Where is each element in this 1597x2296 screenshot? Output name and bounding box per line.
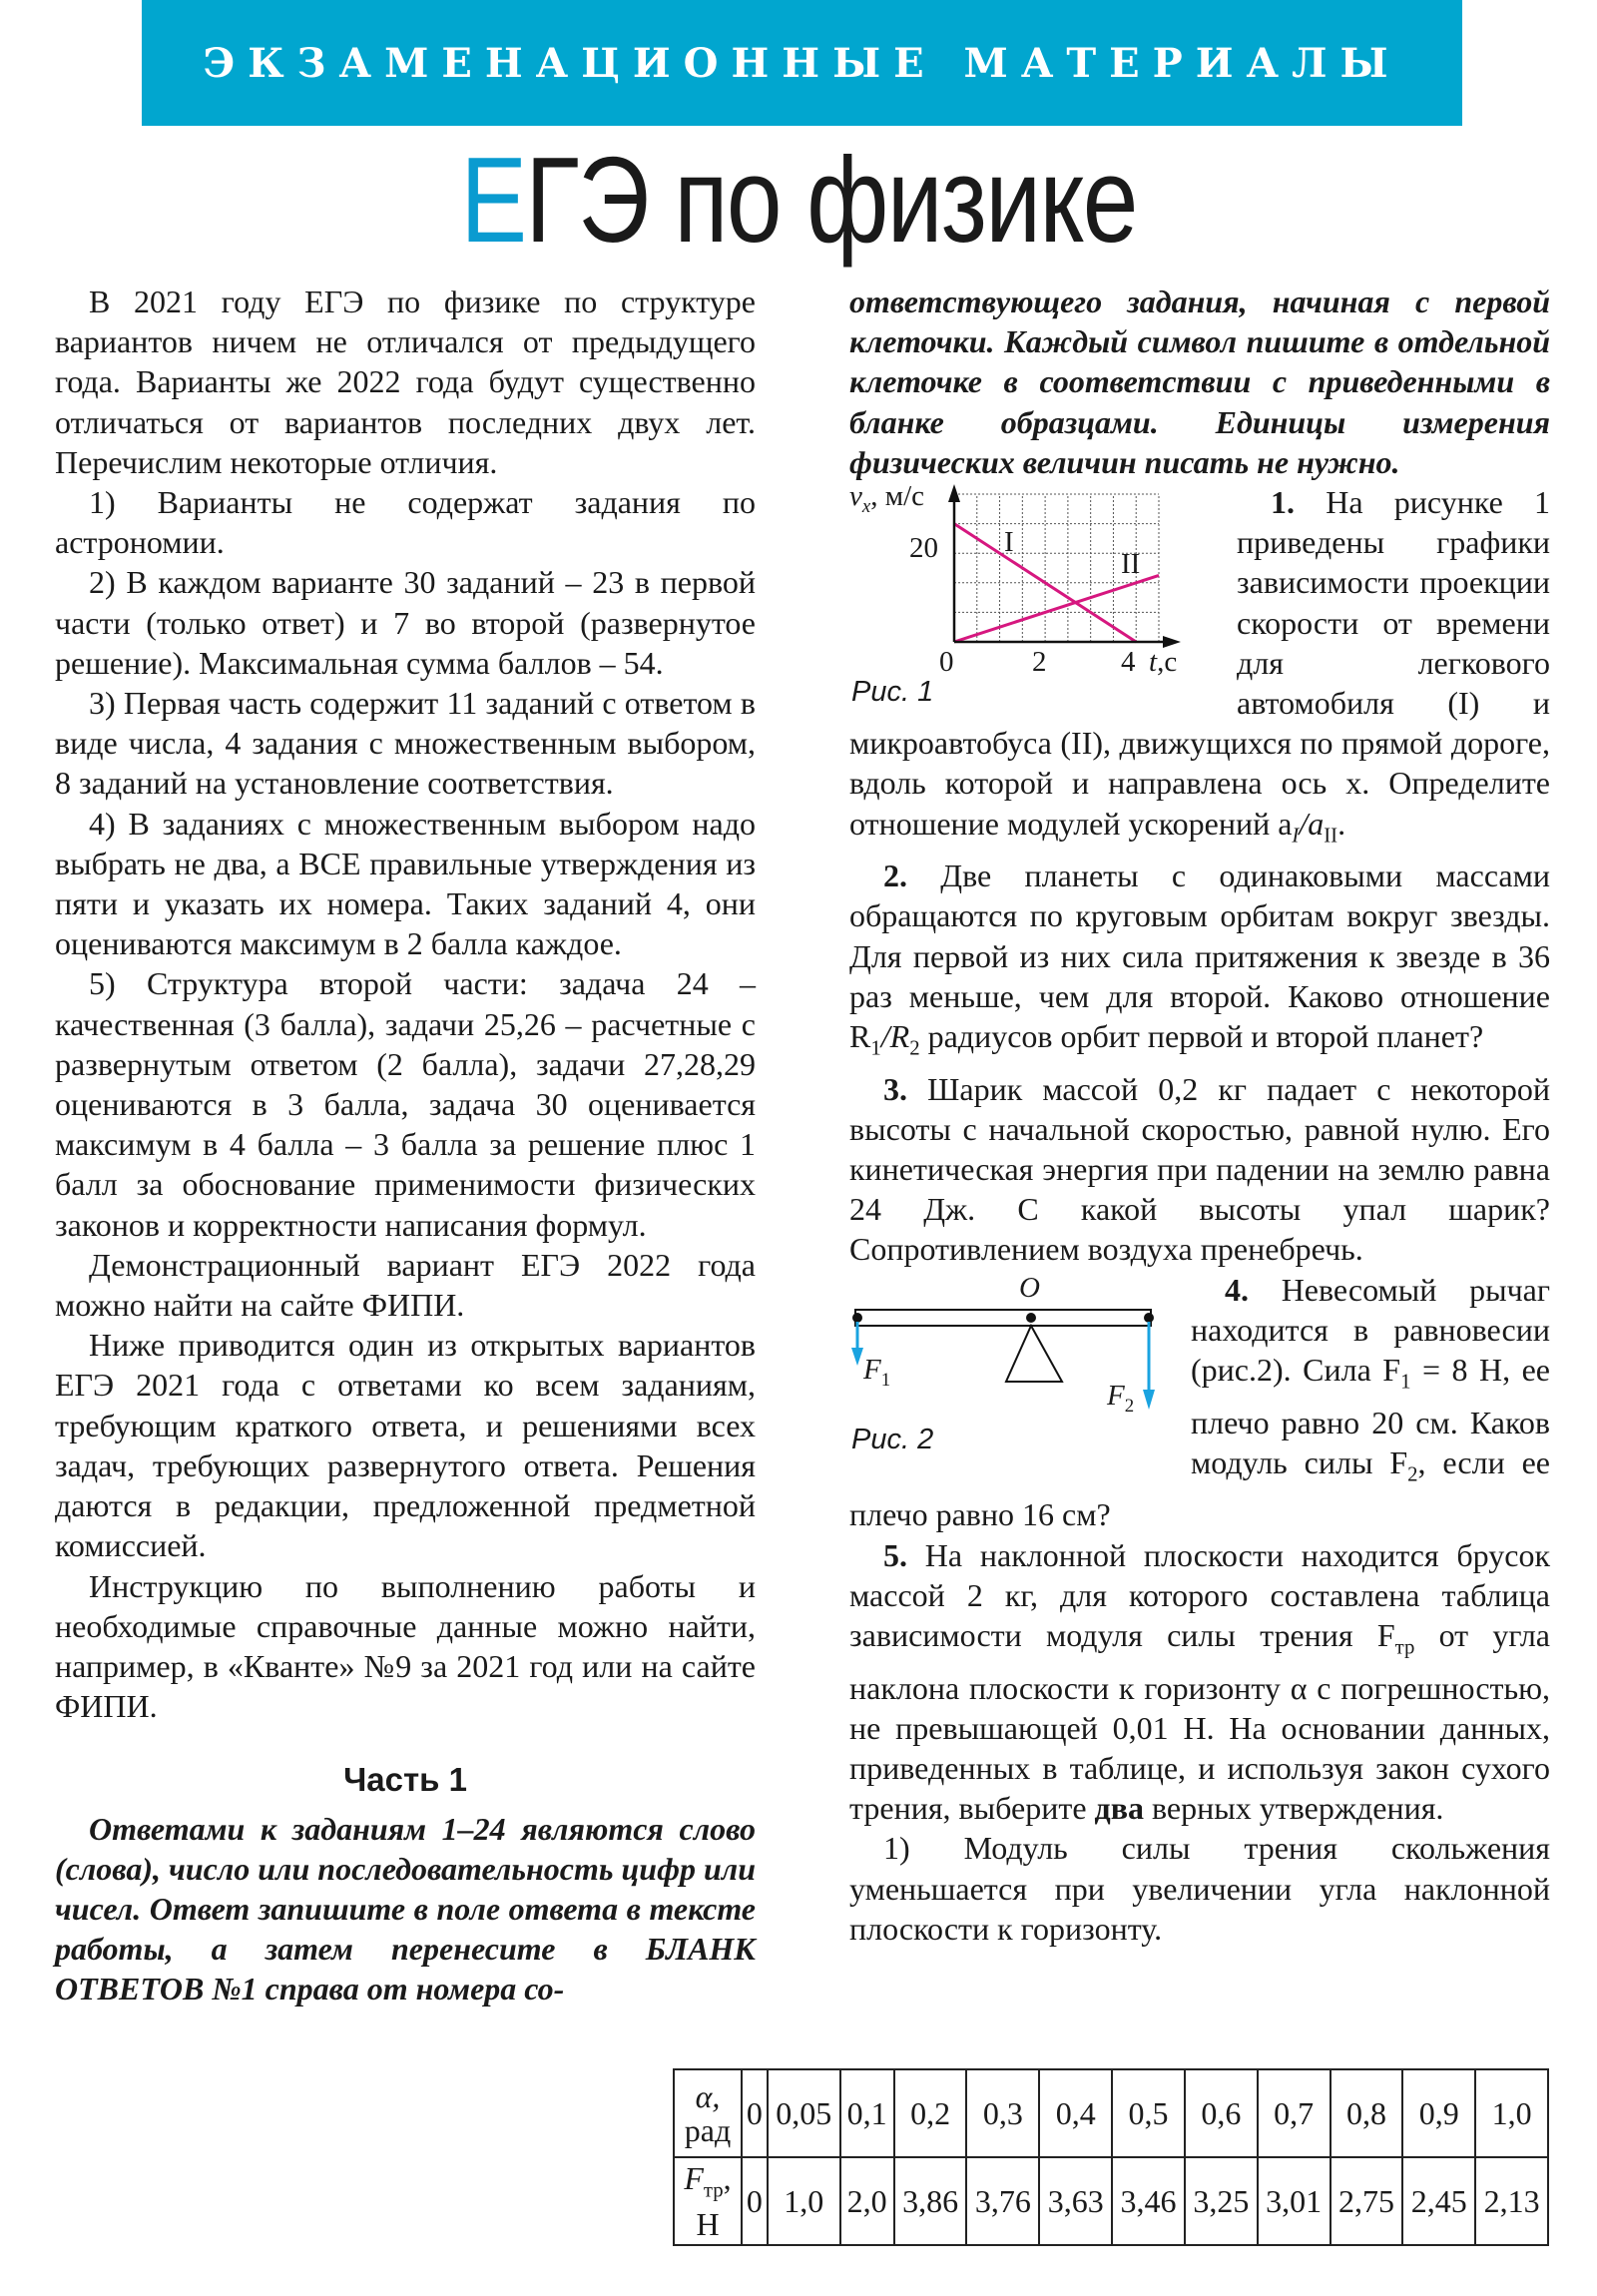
force-cell: 3,76 [966,2157,1039,2245]
paragraph: В 2021 году ЕГЭ по физике по структуре вариантов ничем не отличался от предыдущего года. Варианты же 2022 года будут существенно отличаться от вариантов последних двух лет. Перечислим некоторые отличия. [55,284,756,480]
y-axis-label: $v_x$, м/с [849,480,925,517]
alpha-cell: 0,1 [840,2069,894,2157]
right-column [849,282,1550,1949]
alpha-cell: 0,05 [768,2069,840,2157]
right-point [1144,1313,1154,1323]
force-1-label: $F_1$ [863,1353,891,1391]
paragraph: Демонстрационный вариант ЕГЭ 2022 года можно найти на сайте ФИПИ. [55,1246,756,1324]
alpha-cell: 0,3 [966,2069,1039,2157]
force-cell: 2,45 [1402,2157,1475,2245]
force-cell: 3,25 [1185,2157,1258,2245]
title-text: ГЭ по физике [525,132,1137,268]
task-2: 2. Две планеты с одинаковыми массами обращаются по круговым орбитам вокруг звезды. Для первой из них сила притяжения к звезде в 36 раз меньше, чем для второй. Каково отношение $R_1/R_2$ радиусов орбит первой и второй планет? [849,858,1550,1060]
paragraph: Ниже приводится один из открытых вариантов ЕГЭ 2021 года с ответами ко всем заданиям, требующим краткого ответа, и решениями всех задач, требующих развернутого ответа. Решения даются в редакции, предложенной предметной комиссией. [55,1327,756,1564]
statement-1: 1) Модуль силы трения скольжения уменьшается при увеличении угла наклонной плоскости к горизонту. [849,1830,1550,1947]
left-column [55,282,756,2248]
table-row-alpha [674,2069,1548,2157]
row-header-force: $F_{тр}$, Н [674,2157,742,2245]
instruction-text-continued: ответствующего задания, начиная с первой клеточки. Каждый символ пишите в отдельной клеточке в соответствии с приведенными в бланке образцами. Единицы измерения физических величин писать не нужно. [849,284,1550,480]
figure-2-caption: Рис. 2 [851,1423,934,1455]
x-tick-label: 4 [1121,646,1136,679]
velocity-line-II [954,575,1159,642]
force-cell: 1,0 [768,2157,840,2245]
title-accent-letter: Е [460,132,526,268]
pivot-point [1026,1313,1036,1323]
task-3: 3. Шарик массой 0,2 кг падает с некоторой высоты с начальной скоростью, равной нулю. Его кинетическая энергия при падении на землю равна 24 Дж. С какой высоты упал шарик? Сопротивлением воздуха пренебречь. [849,1070,1551,1268]
line-label-I: I [1004,526,1014,559]
task-5: 5. На наклонной плоскости находится брусок массой 2 кг, для которого составлена таблица зависимости модуля силы трения $F_{тр}$ от угла наклона плоскости к горизонту α с погрешностью, не превышающей 0,01 Н. На основании данных, приведенных в таблице, и используя закон сухого трения, выберите два верных утверждения. [849,1536,1551,1827]
part-heading: Часть 1 [343,1761,467,1799]
page-title [0,130,1597,270]
alpha-cell: 0,9 [1402,2069,1475,2157]
alpha-cell: 0 [742,2069,768,2157]
pivot-label: O [1019,1271,1040,1304]
row-header-alpha: α, рад [674,2069,742,2157]
alpha-cell: 0,4 [1039,2069,1112,2157]
left-point [852,1313,862,1323]
force-cell: 3,01 [1258,2157,1331,2245]
force-cell: 3,63 [1039,2157,1112,2245]
force-cell: 2,75 [1331,2157,1403,2245]
paragraph: 1) Варианты не содержат задания по астрономии. [55,484,756,561]
force-cell: 2,0 [840,2157,894,2245]
y-axis-arrow-icon [948,484,960,502]
paragraph: 2) В каждом варианте 30 заданий – 23 в первой части (только ответ) и 7 во второй (развернутое решение). Максимальная сумма баллов – 54. [55,564,756,681]
table-row-force [674,2157,1548,2245]
task-4: 4. Невесомый рычаг находится в равновесии (рис.2). Сила $F_1 = 8$ Н, ее плечо равно 20 см. Каков модуль силы $F_2$, если ее плечо равно 16 см? [849,1271,1550,1533]
paragraph: Инструкцию по выполнению работы и необходимые справочные данные можно найти, например, в «Кванте» №9 за 2021 год или на сайте ФИПИ. [55,1567,756,1725]
fulcrum-triangle [1006,1326,1062,1382]
paragraph: 5) Структура второй части: задача 24 – качественная (3 балла), задачи 25,26 – расчетные с развернутым ответом (2 балла), задачи 27,28,29 оцениваются в 3 балла, задача 30 оценивается максимум в 4 балла – 3 балла за решение плюс 1 балл за обоснование применимости физических законов и корректности написания формул. [55,965,756,1243]
task-1: 1. На рисунке 1 приведены графики зависимости проекции скорости от времени для легкового автомобиля (I) и микроавтобуса (II), движущихся по прямой дороге, вдоль которой и направлена ось x. Определите отношение модулей ускорений $a_I/a_{II}$. [849,484,1550,848]
x-axis-label: t,с [1149,646,1178,679]
lever-bar [855,1310,1151,1326]
alpha-cell: 0,5 [1112,2069,1185,2157]
section-label: ЭКЗАМЕНАЦИОННЫЕ МАТЕРИАЛЫ [203,39,1401,87]
force-cell: 3,46 [1112,2157,1185,2245]
paragraph: 3) Первая часть содержит 11 заданий с ответом в виде числа, 4 задания с множественным выбором, 8 заданий на установление соответствия. [55,685,756,802]
force-2-label: $F_2$ [1107,1379,1135,1417]
force-cell: 0 [742,2157,768,2245]
figure-2-lever [849,1271,1179,1485]
force-1-arrowhead-icon [851,1348,863,1366]
alpha-cell: 0,7 [1258,2069,1331,2157]
force-cell: 3,86 [894,2157,967,2245]
figure-1-velocity-graph [849,480,1227,709]
alpha-cell: 1,0 [1475,2069,1548,2157]
alpha-cell: 0,6 [1185,2069,1258,2157]
friction-table [673,2068,1549,2246]
force-cell: 2,13 [1475,2157,1548,2245]
figure-1-caption: Рис. 1 [851,676,934,709]
alpha-cell: 0,2 [894,2069,967,2157]
section-banner [142,0,1462,126]
instruction-text: Ответами к заданиям 1–24 являются слово (слова), число или последовательность цифр или чисел. Ответ запишите в поле ответа в тексте работы, а затем перенесите в БЛАНК ОТВЕТОВ №1 справа от номера со- [55,1810,756,2008]
line-label-II: II [1121,548,1141,581]
force-2-arrowhead-icon [1143,1390,1155,1410]
alpha-cell: 0,8 [1331,2069,1403,2157]
paragraph: 4) В заданиях с множественным выбором надо выбрать не два, а ВСЕ правильные утверждения из пяти и указать их номера. Таких заданий 4, они оцениваются максимум в 2 балла каждое. [55,805,756,962]
x-tick-label: 0 [939,646,954,679]
x-tick-label: 2 [1032,646,1047,679]
y-tick-label: 20 [909,532,938,565]
